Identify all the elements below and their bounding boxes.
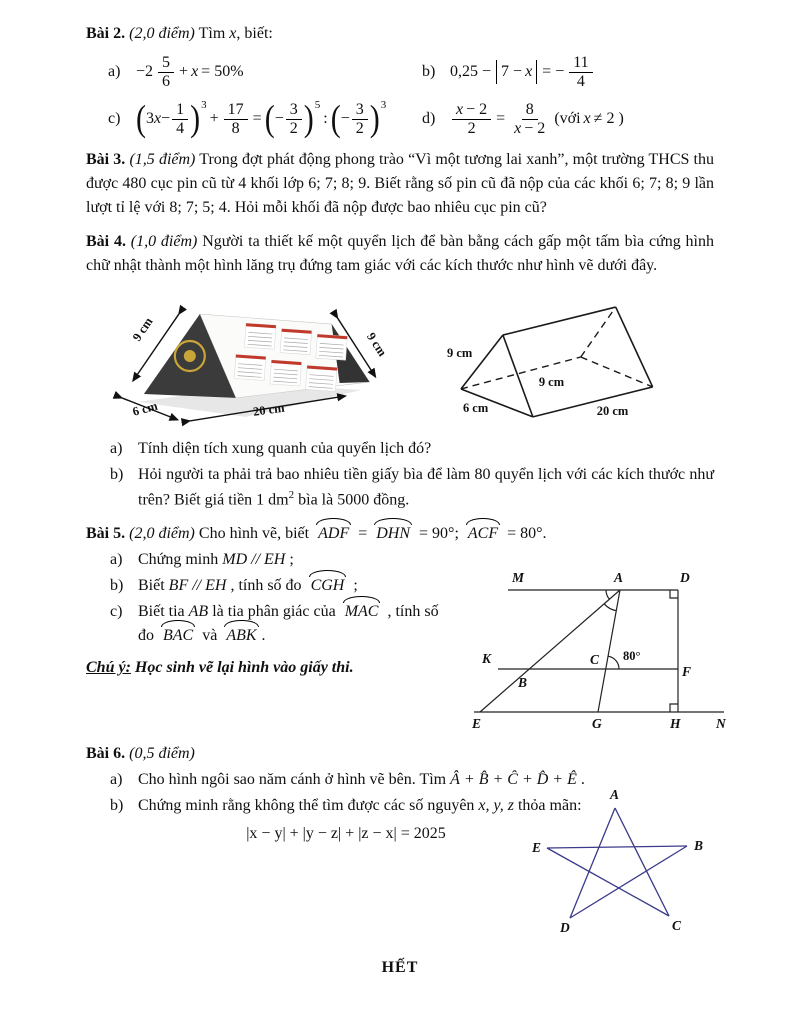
fraction-denominator: 4 — [576, 72, 585, 90]
label-20cm: 20 cm — [597, 403, 629, 418]
bai2-item-b — [400, 54, 714, 91]
prism-hidden-edge — [581, 357, 653, 387]
section-bai2 — [86, 22, 714, 138]
math-fragment: : — [323, 110, 328, 128]
label-9cm-left: 9 cm — [129, 314, 156, 344]
star-label-C: C — [672, 917, 682, 933]
star-label-B: B — [694, 837, 704, 853]
bai2-item-a — [86, 54, 400, 91]
paren-group — [136, 97, 207, 140]
fraction — [158, 54, 174, 91]
bai3-title: Bài 3. — [86, 150, 126, 168]
math-fragment: − — [340, 110, 350, 128]
fraction — [569, 54, 592, 91]
fraction-denominator: 2 — [467, 119, 476, 137]
bai5-score: (2,0 điểm) — [129, 524, 195, 542]
bai4-score: (1,0 điểm) — [130, 232, 198, 250]
fraction — [452, 101, 491, 138]
fraction-numerator: 17 — [224, 101, 248, 120]
bai6-heading — [86, 742, 714, 766]
formula-b — [450, 54, 595, 91]
math-fragment: x, y, z — [478, 796, 514, 814]
prism-edge — [616, 307, 653, 387]
math-fragment: x — [583, 110, 591, 128]
bai2-intro-tail: , biết: — [236, 25, 273, 42]
item-label: b) — [110, 465, 124, 483]
math-fragment: = 80°. — [507, 524, 547, 542]
angle-label-80: 80° — [623, 648, 641, 663]
bai5-item-a-text — [138, 548, 458, 572]
item-label: c) — [108, 110, 121, 128]
line-EA — [480, 590, 620, 712]
fraction-numerator: 8 — [522, 101, 538, 120]
bai6-score: (0,5 điểm) — [129, 744, 195, 762]
angle-arc-A2 — [604, 604, 616, 611]
star-label-E: E — [532, 839, 542, 855]
item-label: a) — [110, 770, 123, 788]
item-label: c) — [110, 602, 123, 620]
fraction — [224, 101, 248, 138]
text-fragment: . — [261, 626, 266, 644]
math-fragment: MD // EH — [222, 550, 286, 568]
bai4-item-b — [86, 463, 714, 512]
math-fragment: − — [161, 110, 171, 128]
text-fragment: Biết — [138, 576, 165, 594]
text-fragment: thỏa mãn: — [517, 796, 582, 814]
text-fragment: ; — [289, 550, 294, 568]
fraction-numerator: 3 — [286, 101, 302, 120]
label-9cm-left: 9 cm — [447, 345, 473, 360]
math-fragment: = — [358, 524, 368, 542]
text-fragment: . — [580, 770, 585, 788]
item-label: a) — [110, 550, 123, 568]
math-fragment: AB — [188, 602, 209, 620]
angle-arc-BAC: BAC — [161, 624, 195, 648]
bai2-item-c — [86, 97, 400, 140]
item-label: b) — [110, 576, 124, 594]
formula-d — [450, 101, 624, 138]
fraction — [172, 101, 188, 138]
bai5-item-a — [86, 548, 458, 572]
item-label: a) — [108, 63, 121, 81]
fraction-denominator: 2 — [355, 119, 364, 137]
formula-a — [136, 54, 244, 91]
exponent: 3 — [380, 98, 387, 111]
math-fragment: Â + B̂ + Ĉ + D̂ + Ê — [450, 770, 577, 788]
fraction-denominator: 4 — [176, 119, 185, 137]
text-fragment: bìa là 5000 đồng. — [298, 490, 410, 508]
prism-edge — [461, 335, 503, 389]
math-fragment: 0,25 − — [450, 63, 492, 81]
bai2-intro: Tìm — [198, 25, 226, 42]
absolute-value — [496, 60, 537, 84]
star-edge-BD — [570, 846, 687, 918]
bai2-title: Bài 2. — [86, 25, 126, 42]
paren-group — [264, 97, 321, 140]
prism-edge — [533, 387, 653, 417]
prism-edge — [503, 307, 616, 335]
text-fragment: Biết tia — [138, 602, 185, 620]
left-paren: ( — [136, 97, 146, 140]
math-fragment: 7 − — [501, 63, 523, 81]
star-edge-EC — [547, 848, 669, 916]
text-fragment: ; — [353, 576, 358, 594]
point-label-H: H — [670, 715, 681, 731]
point-label-E: E — [472, 715, 482, 731]
star-figure — [522, 786, 712, 941]
point-label-D: D — [680, 569, 690, 585]
math-fragment: = — [252, 110, 262, 128]
label-9cm-right: 9 cm — [364, 329, 390, 359]
fraction-denominator — [510, 120, 549, 138]
fraction-numerator — [452, 101, 491, 120]
bai2-heading — [86, 22, 714, 46]
math-fragment: − — [274, 110, 284, 128]
bai6-formula: |x − y| + |y − z| + |z − x| = 2025 — [246, 824, 446, 842]
math-fragment: + — [209, 110, 219, 128]
fraction-numerator: 3 — [352, 101, 368, 120]
section-bai3 — [86, 148, 714, 220]
bai4-text: Người ta thiết kế một quyển lịch để bàn bằng cách gấp một tấm bìa cứng hình chữ nhật thành một hình lăng trụ đứng tam giác với các kích thước như hình vẽ dưới đây. — [86, 232, 715, 274]
math-fragment: + — [179, 63, 189, 81]
bai3-paragraph — [86, 148, 714, 220]
bai4-title: Bài 4. — [86, 232, 126, 250]
calendar-gold-emblem-center — [184, 350, 196, 362]
fraction — [352, 101, 368, 138]
angle-arc-ADF: ADF — [316, 522, 351, 546]
right-angle-mark-H — [670, 704, 678, 712]
bai2-items-grid — [86, 54, 714, 138]
fraction-numerator: 11 — [569, 54, 592, 73]
point-label-N: N — [716, 715, 726, 731]
angle-arc-MAC: MAC — [343, 600, 381, 624]
item-label: b) — [110, 796, 124, 814]
formula-c — [136, 97, 387, 140]
note-label: Chú ý: — [86, 658, 131, 676]
superscript: 2 — [288, 488, 295, 501]
exponent: 3 — [201, 98, 207, 111]
bai5-title: Bài 5. — [86, 524, 126, 542]
math-fragment: x — [154, 110, 162, 128]
star-edge-EB — [547, 846, 687, 848]
star-label-D: D — [560, 919, 570, 935]
point-label-C: C — [590, 651, 600, 667]
math-fragment: x — [456, 100, 464, 118]
item-label: b) — [422, 63, 436, 81]
fraction-denominator: 2 — [289, 119, 298, 137]
math-fragment: 3 — [146, 110, 154, 128]
text-fragment: , tính số đo — [138, 602, 439, 644]
angle-arc-C — [608, 656, 619, 669]
item-label: d) — [422, 110, 436, 128]
math-fragment: = 90°; — [419, 524, 459, 542]
section-bai4 — [86, 230, 714, 512]
math-fragment: − 2 — [466, 100, 488, 118]
end-marker: HẾT — [381, 958, 419, 976]
text-fragment: Chứng minh — [138, 550, 219, 568]
bai2-score: (2,0 điểm) — [129, 25, 195, 42]
text-fragment: là tia phân giác của — [212, 602, 336, 620]
bai5-figure-wrap — [458, 546, 743, 732]
math-fragment: − 2 — [524, 119, 546, 137]
right-angle-mark-D — [670, 590, 678, 598]
math-fragment: = — [496, 110, 506, 128]
fraction-numerator: 5 — [158, 54, 174, 73]
bai2-item-d — [400, 101, 714, 138]
bai4-paragraph — [86, 230, 714, 278]
fraction-numerator: 1 — [172, 101, 188, 120]
math-fragment: (với — [554, 110, 581, 128]
section-bai5 — [86, 522, 726, 732]
angle-arc-ABK: ABK — [224, 624, 258, 648]
label-9cm-inner: 9 cm — [539, 374, 565, 389]
bai4-item-a — [86, 437, 714, 461]
bai5-item-c — [86, 600, 458, 648]
label-6cm: 6 cm — [463, 400, 489, 415]
item-label: a) — [110, 439, 123, 457]
fraction — [510, 101, 549, 138]
paren-group — [330, 97, 387, 140]
math-fragment: = 50% — [201, 63, 244, 81]
bai3-text: Trong đợt phát động phong trào “Vì một tương lai xanh”, một trường THCS thu được 480 cục pin cũ từ 4 khối lớp 6; 7; 8; 9. Biết rằng số pin cũ đã nộp của các khối 6; 7; 8; 9 lần lượt tỉ lệ với 8; 7; 5; 4. Hỏi mỗi khối đã nộp được bao nhiêu cục pin cũ? — [86, 150, 714, 216]
fraction-denominator: 8 — [231, 119, 240, 137]
section-bai6 — [86, 742, 714, 944]
bai5-items — [86, 546, 458, 680]
math-fragment: = − — [542, 63, 565, 81]
right-paren: ) — [303, 97, 314, 140]
star-figure-wrap — [522, 786, 712, 949]
left-paren: ( — [330, 97, 341, 140]
prism-figure — [439, 287, 714, 429]
calendar-photo-figure — [86, 284, 415, 429]
point-label-A: A — [614, 569, 624, 585]
point-label-K: K — [482, 650, 492, 666]
bai3-score: (1,5 điểm) — [129, 150, 196, 168]
text-fragment: Chứng minh rằng không thể tìm được các số nguyên — [138, 796, 475, 814]
math-fragment: x — [229, 25, 237, 42]
exponent: 5 — [314, 98, 321, 111]
label-6cm: 6 cm — [131, 398, 160, 419]
angle-arc-DHN: DHN — [374, 522, 412, 546]
point-label-M: M — [512, 569, 525, 585]
bai5-body — [86, 546, 726, 732]
angle-arc-A1 — [606, 590, 609, 599]
fraction — [286, 101, 302, 138]
star-label-A: A — [610, 786, 620, 802]
point-label-F: F — [682, 663, 692, 679]
point-label-G: G — [592, 715, 602, 731]
fraction-denominator: 6 — [162, 72, 171, 90]
bai5-intro: Cho hình vẽ, biết — [198, 524, 310, 542]
bai4-item-b-text — [138, 463, 714, 512]
math-fragment: BF // EH — [168, 576, 227, 594]
bai4-figures — [86, 284, 714, 429]
right-paren: ) — [369, 97, 380, 140]
bai5-note — [86, 656, 458, 680]
math-fragment: −2 — [136, 63, 154, 81]
bai5-item-b-text — [138, 574, 458, 598]
text-fragment: , tính số đo — [230, 576, 302, 594]
note-text: Học sinh vẽ lại hình vào giấy thi. — [134, 658, 354, 676]
bai5-heading — [86, 522, 714, 546]
math-fragment: x — [514, 119, 522, 137]
text-fragment: và — [202, 626, 218, 644]
bai5-item-b — [86, 574, 458, 598]
bai5-item-c-text — [138, 600, 458, 648]
bai6-title: Bài 6. — [86, 744, 126, 762]
math-fragment: x — [525, 63, 533, 81]
text-fragment: Hỏi người ta phải trả bao nhiêu tiền giấy bìa để làm 80 quyển lịch với các kích thước như trên? Biết giá tiền 1 dm — [138, 465, 714, 508]
point-label-B: B — [518, 674, 528, 690]
left-paren: ( — [264, 97, 275, 140]
text-fragment: Cho hình ngôi sao năm cánh ở hình vẽ bên. Tìm — [138, 770, 447, 788]
label-20cm: 20 cm — [252, 400, 286, 419]
math-fragment: ≠ 2 ) — [593, 110, 624, 128]
angle-arc-ACF: ACF — [466, 522, 500, 546]
math-fragment: x — [191, 63, 199, 81]
star-edge-AD — [570, 808, 615, 918]
angle-arc-CGH: CGH — [309, 574, 347, 598]
bai4-item-a-text: Tính diện tích xung quanh của quyển lịch đó? — [138, 439, 432, 457]
geometry-figure — [458, 560, 743, 732]
right-paren: ) — [190, 97, 201, 140]
